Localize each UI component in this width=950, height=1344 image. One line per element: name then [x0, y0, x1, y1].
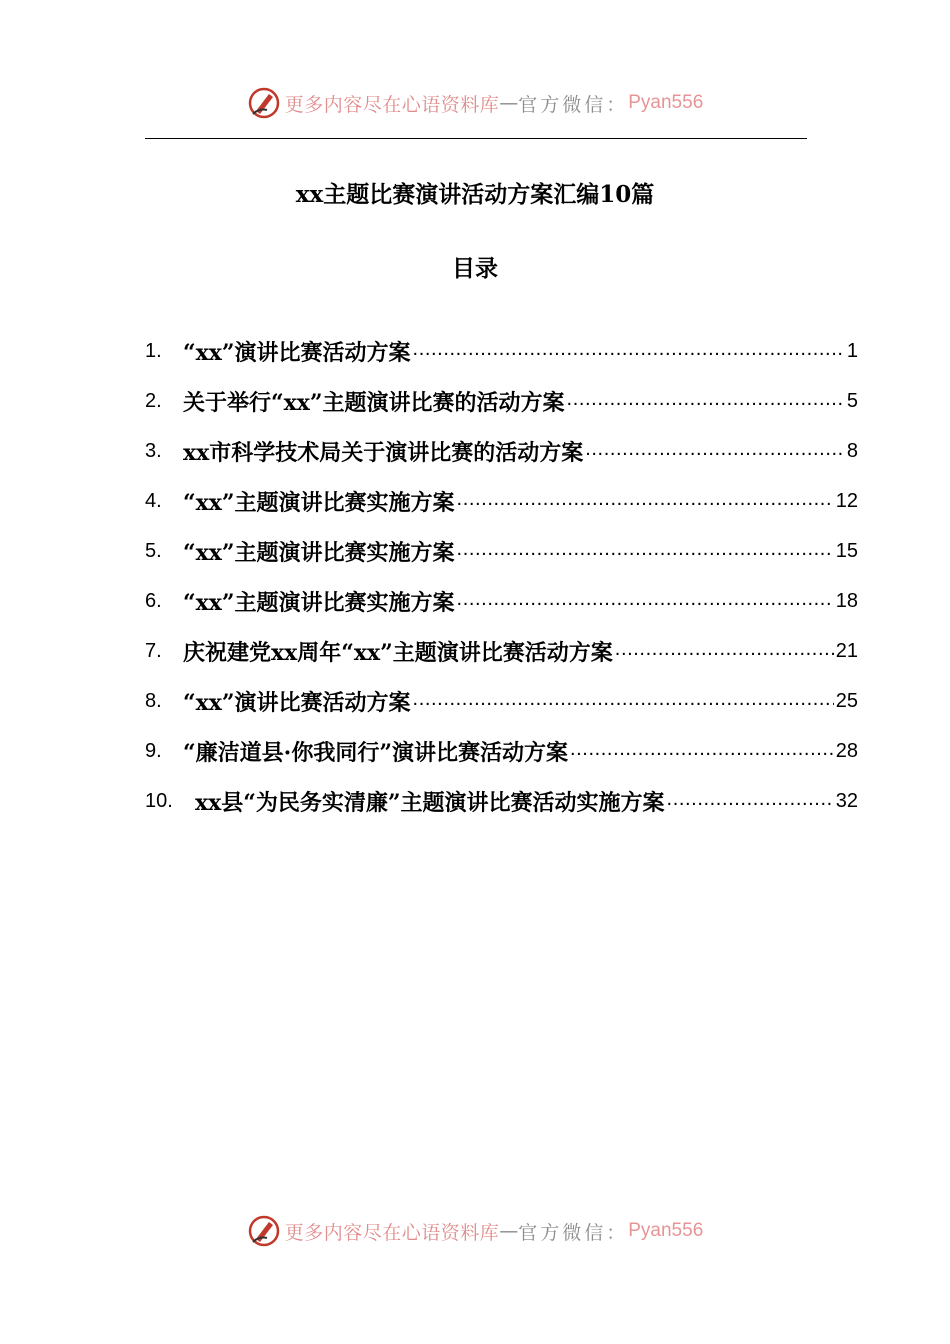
dot-leader — [570, 738, 834, 761]
document-title: xx主题比赛演讲活动方案汇编10篇 — [295, 181, 655, 208]
toc-title: “xx”演讲比赛活动方案 — [183, 339, 411, 366]
banner-separator: — — [499, 1220, 519, 1242]
dot-leader — [413, 338, 845, 361]
toc-page-number: 32 — [835, 789, 858, 812]
toc-title: “xx”演讲比赛活动方案 — [183, 689, 411, 716]
toc-number: 8. — [145, 689, 162, 712]
toc-page-number: 1 — [846, 339, 858, 362]
banner-text: 更多内容尽在心语资料库 — [284, 1221, 500, 1244]
toc-title: “廉洁道县·你我同行”演讲比赛活动方案 — [183, 739, 568, 766]
toc-entry[interactable] — [145, 776, 858, 826]
toc-heading: 目录 — [452, 255, 498, 282]
toc-page-number: 18 — [835, 589, 858, 612]
wechat-id: Pyan556 — [628, 1220, 704, 1241]
toc-title: xx市科学技术局关于演讲比赛的活动方案 — [183, 439, 584, 466]
toc-page-number: 15 — [835, 539, 858, 562]
toc-entry[interactable] — [145, 476, 858, 526]
toc-entry[interactable] — [145, 426, 858, 476]
toc-page-number: 8 — [846, 439, 858, 462]
pen-logo-icon — [247, 86, 281, 120]
dot-leader — [615, 638, 834, 661]
toc-number: 5. — [145, 539, 162, 562]
toc-page-number: 21 — [835, 639, 858, 662]
toc-entry[interactable] — [145, 376, 858, 426]
toc-title: xx县“为民务实清廉”主题演讲比赛活动实施方案 — [195, 789, 665, 816]
toc-entry[interactable] — [145, 526, 858, 576]
toc-number: 9. — [145, 739, 162, 762]
toc-title: 庆祝建党xx周年“xx”主题演讲比赛活动方案 — [183, 639, 613, 666]
dot-leader — [667, 788, 834, 811]
toc-page-number: 12 — [835, 489, 858, 512]
pen-logo-icon — [247, 1214, 281, 1248]
toc-number: 7. — [145, 639, 162, 662]
dot-leader — [413, 688, 834, 711]
table-of-contents — [145, 326, 858, 826]
toc-entry[interactable] — [145, 576, 858, 626]
banner-separator: — — [499, 92, 519, 114]
toc-title: “xx”主题演讲比赛实施方案 — [183, 489, 455, 516]
toc-title: “xx”主题演讲比赛实施方案 — [183, 589, 455, 616]
toc-entry[interactable] — [145, 726, 858, 776]
footer-banner — [0, 1211, 950, 1251]
toc-number: 4. — [145, 489, 162, 512]
toc-entry[interactable] — [145, 626, 858, 676]
toc-entry[interactable] — [145, 676, 858, 726]
toc-entry[interactable] — [145, 326, 858, 376]
dot-leader — [585, 438, 845, 461]
wechat-id: Pyan556 — [628, 92, 704, 113]
dot-leader — [567, 388, 845, 411]
toc-page-number: 28 — [835, 739, 858, 762]
header-rule — [145, 138, 807, 139]
toc-page-number: 25 — [835, 689, 858, 712]
toc-title: 关于举行“xx”主题演讲比赛的活动方案 — [183, 389, 565, 416]
banner-label: 官方微信： — [518, 93, 629, 116]
header-banner — [0, 83, 950, 123]
toc-page-number: 5 — [846, 389, 858, 412]
dot-leader — [457, 488, 834, 511]
toc-number: 2. — [145, 389, 162, 412]
toc-number: 1. — [145, 339, 162, 362]
toc-number: 6. — [145, 589, 162, 612]
toc-number: 3. — [145, 439, 162, 462]
toc-title: “xx”主题演讲比赛实施方案 — [183, 539, 455, 566]
banner-text: 更多内容尽在心语资料库 — [284, 93, 500, 116]
banner-label: 官方微信： — [518, 1221, 629, 1244]
dot-leader — [457, 588, 834, 611]
toc-number: 10. — [145, 789, 173, 812]
dot-leader — [457, 538, 834, 561]
